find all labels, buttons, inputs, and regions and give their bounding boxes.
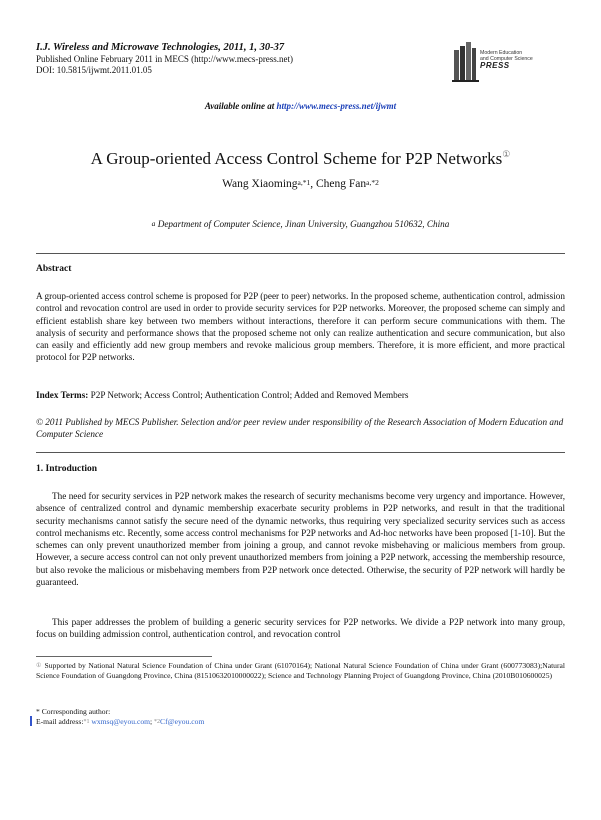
email-separator: ; [150,717,155,726]
divider-bottom [36,452,565,453]
logo-line2: and Computer Science [480,55,533,62]
footnote-rule [36,656,212,657]
doi-line: DOI: 10.5815/ijwmt.2011.01.05 [36,65,152,75]
funding-footnote-mark: ① [36,663,42,669]
copyright-notice: © 2011 Published by MECS Publisher. Selection and/or peer review under responsibility of the Research Association of Modern Education and Computer Science [36,417,564,440]
edge-marker [30,716,32,726]
email-2-link[interactable]: Cf@eyou.com [160,717,205,726]
intro-paragraph-2: This paper addresses the problem of building a generic security services for P2P networks. We divide a P2P network into many group, focus on building admission control, authentication control, and revocation control [36,617,565,640]
published-line: Published Online February 2011 in MECS (http://www.mecs-press.net) [36,53,294,64]
index-terms-text: P2P Network; Access Control; Authentication Control; Added and Removed Members [88,390,409,400]
index-terms [36,389,565,401]
intro-heading: 1. Introduction [36,464,98,474]
index-terms-label: Index Terms: [36,390,89,400]
author-1-sup: a,*1 [297,178,311,187]
affiliation-text: Department of Computer Science, Jinan University, Guangzhou 510632, China [155,219,450,229]
author-separator: , [310,178,316,190]
divider-top [36,253,565,254]
author-list [0,178,601,190]
affiliation-mark: a [151,219,156,228]
author-1: Wang Xiaoming [222,178,298,190]
abstract-heading: Abstract [36,264,72,274]
author-2-sup: a,*2 [366,178,379,187]
funding-footnote [36,661,565,681]
title-footnote-mark: ① [502,149,511,159]
funding-footnote-text: Supported by National Natural Science Foundation of China under Grant (61070164); National Natural Science Foundation of China under Grant (600773083);Natural Science Foundation of Guangdong Province, China (81510632010000022); Science and Technology Planning Project of Guangdong Province, China (2010B010600025) [36,661,565,680]
author-2: Cheng Fan [316,178,367,190]
corresponding-author: * Corresponding author: [36,707,111,716]
affiliation [0,219,601,229]
publisher-logo [452,40,562,90]
email-line [36,717,565,727]
email-1-link[interactable]: wxmsq@eyou.com [89,717,151,726]
logo-text [480,51,560,69]
abstract-text: A group-oriented access control scheme is proposed for P2P (peer to peer) networks. In the proposed scheme, authentication control, admission control and revocation control are used in order to provide security services for P2P networks. Moreover, the proposed scheme can simply and efficient establish share key between two members without interactions, therefore it can perform secure communications with them. The analysis of security and performance shows that the proposed scheme not only can realize authentication and secure communication, but also can easily and efficiently add new group members and revoke malicious group members. Therefore, it is more efficient, and more practical protocol for P2P networks. [36,291,565,363]
email-2-mark: *2 [154,719,161,725]
paper-title-text: A Group-oriented Access Control Scheme for P2P Networks [90,149,503,168]
journal-url-link[interactable]: http://www.mecs-press.net/ijwmt [276,101,397,111]
available-prefix: Available online at [204,101,277,111]
email-1-mark: *1 [83,719,90,725]
logo-press: PRESS [480,61,510,71]
logo-line1: Modern Education [480,50,523,56]
email-label: E-mail address: [36,717,84,726]
book-stack-icon [452,40,480,84]
paper-title [0,149,601,169]
journal-header [36,42,436,77]
available-online [0,101,601,111]
journal-name: I.J. Wireless and Microwave Technologies, 2011, 1, 30-37 [36,42,285,53]
intro-paragraph-1: The need for security services in P2P network makes the research of security mechanisms become very urgency and importance. However, absence of centralized control and dynamic membership exacerbate security problems in P2P networks, and result in that the traditional security mechanisms cannot satisfy the secure need of the dynamic networks, thus requiring very specialized security services such as access control mechanisms etc. Recently, some access control mechanisms for P2P networks and Ad-hoc networks have been proposed [1-10]. But the schemes can only prevent unauthorized member from joining a group, and cannot revoke misbehaving or malicious members from group. However, a secure access control can not only prevent unauthorized members from joining a P2P network, accessing the membership resource, but also revoke the malicious or misbehaving members from P2P network once detected. Otherwise, the security of P2P network will hardly be guaranteed. [36,491,565,587]
